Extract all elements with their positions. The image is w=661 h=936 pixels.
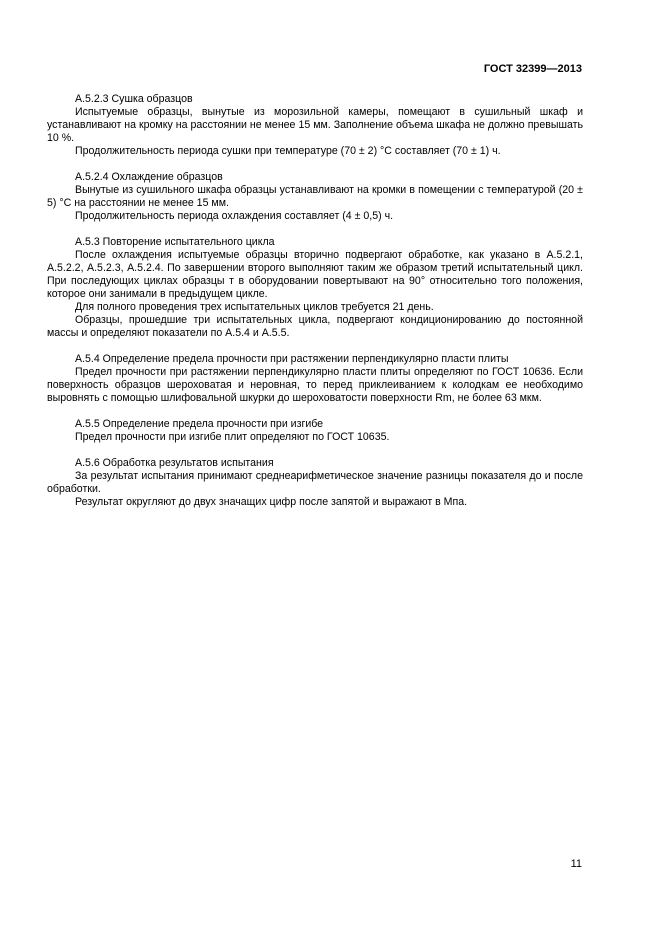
paragraph: Продолжительность периода охлаждения составляет (4 ± 0,5) ч. [75, 210, 394, 222]
document-header: ГОСТ 32399—2013 [483, 63, 582, 75]
paragraph: Результат округляют до двух значащих цифр после запятой и выражают в Мпа. [75, 496, 468, 508]
section-a524-cooling [47, 171, 583, 223]
paragraph: После охлаждения испытуемые образцы вторично подвергают обработке, как указано в А.5.2.1, А.5.2.2, А.5.2.3, А.5.2.4. По завершении второго выполняют таким же образом третий испытательный цикл. При последующих циклах образцы т в оборудовании повертывают на 90° относительно того положения, которое они занимали в предыдущем цикле. [47, 249, 583, 300]
section-heading: А.5.2.4 Охлаждение образцов [75, 171, 223, 183]
paragraph: Предел прочности при изгибе плит определяют по ГОСТ 10635. [75, 431, 390, 443]
section-a56-results-processing [47, 457, 583, 509]
paragraph: Вынутые из сушильного шкафа образцы устанавливают на кромки в помещении с температурой (20 ± 5) °С на расстоянии не менее 15 мм. [47, 184, 583, 209]
section-a54-tensile-strength [47, 353, 583, 405]
page-number: 11 [570, 858, 582, 870]
section-a53-cycle-repeat [47, 236, 583, 340]
paragraph: Для полного проведения трех испытательных циклов требуется 21 день. [75, 301, 434, 313]
section-heading: А.5.2.3 Сушка образцов [75, 93, 193, 105]
section-heading: А.5.6 Обработка результатов испытания [75, 457, 274, 469]
paragraph: Предел прочности при растяжении перпендикулярно пласти плиты определяют по ГОСТ 10636. Если поверхность образцов шероховатая и неровная, то перед приклеиванием к колодкам ее необходимо выровнять с помощью шлифовальной шкурки до шероховатости поверхности Rm, не более 63 мкм. [47, 366, 583, 404]
section-heading: А.5.4 Определение предела прочности при растяжении перпендикулярно пласти плиты [75, 353, 509, 365]
paragraph: Образцы, прошедшие три испытательных цикла, подвергают кондиционированию до постоянной массы и определяют показатели по А.5.4 и А.5.5. [47, 314, 583, 339]
document-body [47, 93, 583, 522]
section-heading: А.5.5 Определение предела прочности при изгибе [75, 418, 324, 430]
section-a55-bending-strength [47, 418, 583, 444]
paragraph: За результат испытания принимают среднеарифметическое значение разницы показателя до и после обработки. [47, 470, 583, 495]
paragraph: Продолжительность периода сушки при температуре (70 ± 2) °С составляет (70 ± 1) ч. [75, 145, 501, 157]
section-a523-drying [47, 93, 583, 158]
paragraph: Испытуемые образцы, вынутые из морозильной камеры, помещают в сушильный шкаф и устанавливают на кромку на расстоянии не менее 15 мм. Заполнение объема шкафа не должно превышать 10 %. [47, 106, 583, 144]
section-heading: А.5.3 Повторение испытательного цикла [75, 236, 275, 248]
